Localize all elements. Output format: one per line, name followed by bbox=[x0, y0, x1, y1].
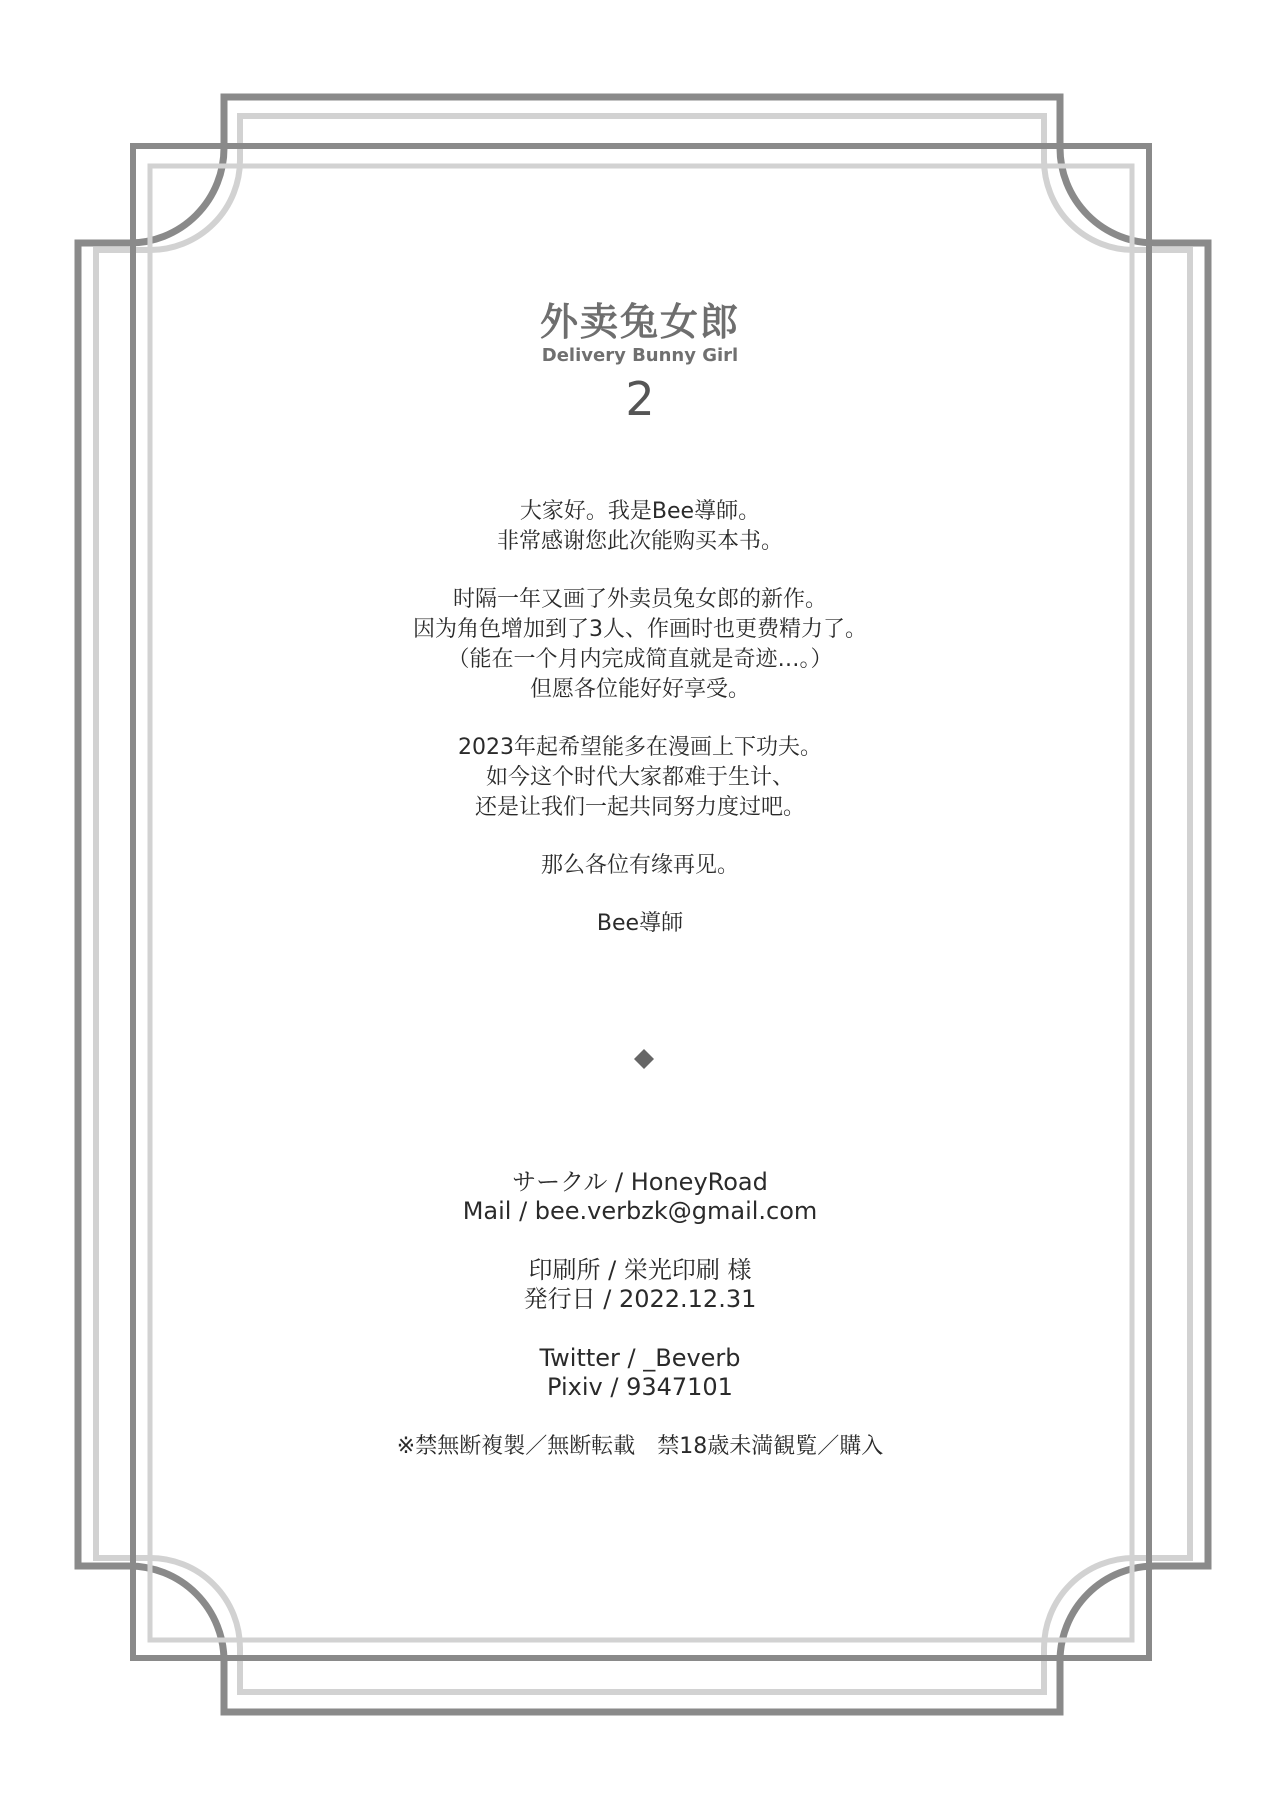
volume-number: 2 bbox=[625, 372, 655, 426]
message-line: 因为角色增加到了3人、作画时也更费精力了。 bbox=[413, 617, 867, 642]
credit-release-date: 発行日 / 2022.12.31 bbox=[523, 1285, 757, 1313]
credit-twitter: Twitter / _Beverb bbox=[539, 1344, 741, 1372]
message-line: 那么各位有缘再见。 bbox=[540, 853, 739, 878]
credit-printer: 印刷所 / 栄光印刷 様 bbox=[528, 1256, 752, 1284]
afterword-message bbox=[0, 497, 1280, 939]
message-line: 非常感谢您此次能购买本书。 bbox=[496, 529, 783, 554]
author-signature: Bee導師 bbox=[596, 911, 684, 936]
publication-credits bbox=[0, 1168, 1280, 1402]
credit-circle: サークル / HoneyRoad bbox=[512, 1168, 768, 1196]
book-title: 外卖兔女郎 bbox=[539, 300, 740, 344]
message-line: 但愿各位能好好享受。 bbox=[529, 677, 750, 702]
message-line: 大家好。我是Bee導師。 bbox=[519, 499, 761, 524]
message-line: （能在一个月内完成简直就是奇迹…。） bbox=[447, 647, 833, 672]
message-line: 2023年起希望能多在漫画上下功夫。 bbox=[458, 735, 822, 760]
credit-mail: Mail / bee.verbzk@gmail.com bbox=[462, 1197, 818, 1225]
message-line: 如今这个时代大家都难于生计、 bbox=[485, 765, 794, 790]
book-subtitle: Delivery Bunny Girl bbox=[541, 345, 739, 366]
message-line: 时隔一年又画了外卖员兔女郎的新作。 bbox=[452, 587, 827, 612]
diamond-icon bbox=[633, 1048, 655, 1070]
copyright-notice: ※禁無断複製／無断転載 禁18歳未満観覧／購入 bbox=[396, 1434, 884, 1459]
message-line: 还是让我们一起共同努力度过吧。 bbox=[474, 795, 805, 820]
credit-pixiv: Pixiv / 9347101 bbox=[547, 1373, 733, 1401]
